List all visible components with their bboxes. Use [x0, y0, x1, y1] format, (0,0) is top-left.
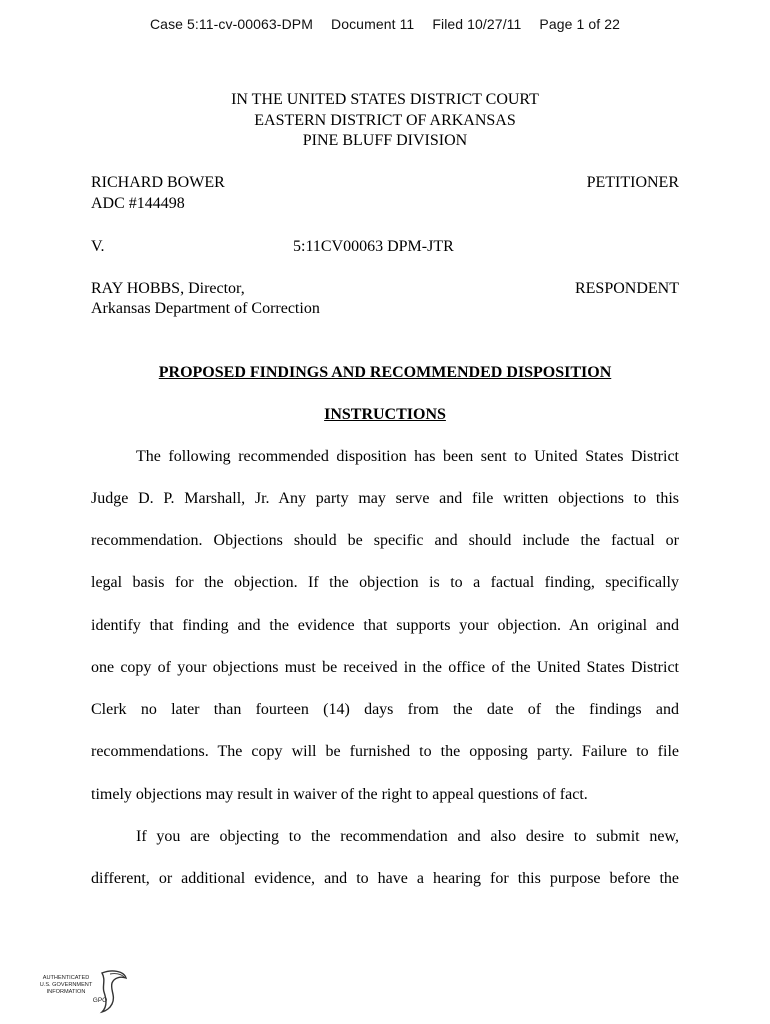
eagle-icon — [102, 971, 126, 1012]
seal-line-authenticated: AUTHENTICATED — [42, 975, 90, 981]
case-number-header: Case 5:11-cv-00063-DPM — [149, 16, 313, 32]
respondent-name: RAY HOBBS, Director, — [91, 280, 245, 297]
court-heading — [0, 90, 770, 152]
eagle-wing-icon — [110, 974, 124, 977]
body-line: legal basis for the objection. If the objection is to a factual finding, specifically — [91, 574, 679, 591]
body-line: Clerk no later than fourteen (14) days from the date of the findings and — [91, 701, 679, 718]
document-title: PROPOSED FINDINGS AND RECOMMENDED DISPOSITION — [158, 364, 612, 381]
seal-line-information: INFORMATION — [46, 989, 86, 995]
body-line: timely objections may result in waiver of the right to appeal questions of fact. — [91, 786, 588, 803]
body-line: Judge D. P. Marshall, Jr. Any party may serve and file written objections to this — [91, 490, 679, 507]
document-number: Document 11 — [330, 16, 415, 32]
petitioner-name: RICHARD BOWER — [91, 174, 225, 191]
case-number: 5:11CV00063 DPM-JTR — [293, 238, 454, 255]
body-line: If you are objecting to the recommendation and also desire to submit new, — [136, 828, 679, 845]
gpo-authentication-seal — [40, 968, 132, 1014]
seal-line-government: U.S. GOVERNMENT — [40, 982, 93, 988]
respondent-role: RESPONDENT — [574, 280, 679, 297]
division-name: PINE BLUFF DIVISION — [302, 132, 468, 149]
instructions-heading: INSTRUCTIONS — [324, 406, 446, 423]
respondent-org: Arkansas Department of Correction — [91, 300, 320, 317]
petitioner-role: PETITIONER — [586, 174, 679, 191]
body-line: The following recommended disposition has been sent to United States District — [136, 448, 679, 465]
court-name: IN THE UNITED STATES DISTRICT COURT — [231, 91, 539, 108]
seal-line-gpo: GPO — [92, 997, 108, 1004]
body-line: one copy of your objections must be received in the office of the United States District — [91, 659, 679, 676]
filed-date: Filed 10/27/11 — [432, 16, 522, 32]
petitioner-id: ADC #144498 — [91, 195, 185, 212]
body-line: different, or additional evidence, and to have a hearing for this purpose before the — [91, 870, 679, 887]
page-indicator: Page 1 of 22 — [539, 16, 621, 32]
versus-label: V. — [91, 238, 105, 255]
district-name: EASTERN DISTRICT OF ARKANSAS — [254, 111, 516, 129]
page-header — [0, 16, 770, 32]
body-line: recommendations. The copy will be furnished to the opposing party. Failure to file — [91, 743, 679, 760]
body-line: identify that finding and the evidence that supports your objection. An original and — [91, 617, 679, 634]
body-line: recommendation. Objections should be specific and should include the factual or — [91, 532, 679, 549]
